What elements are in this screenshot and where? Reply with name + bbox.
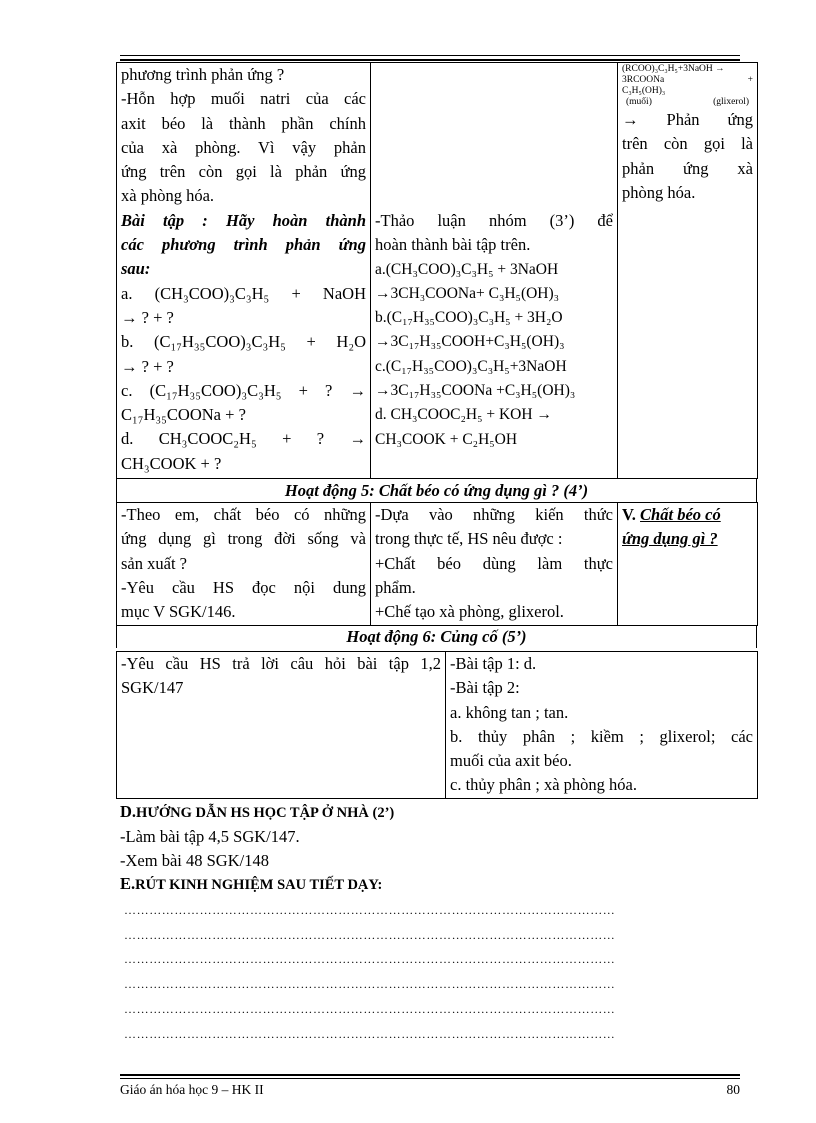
top-col-content: [618, 63, 758, 479]
a6-student-line: b. thủy phân ; kiềm ; glixerol; các: [450, 726, 753, 746]
a5-student-line: -Dựa vào những kiến thức: [375, 505, 613, 524]
activity6-student: [446, 652, 758, 799]
equation-a-products: → ? + ?: [121, 307, 174, 327]
a6-student-line: -Bài tập 2:: [450, 678, 520, 698]
a5-student-line: +Chất béo dùng làm thực: [375, 553, 613, 573]
dotted-line: ………………………………………………………………………………………………………: [124, 903, 616, 917]
activity5-table: [116, 502, 758, 626]
a6-student-line: -Bài tập 1: d.: [450, 654, 537, 673]
answer-line: →3CH₃COONa+ C₃H₅(OH)₃: [375, 284, 560, 302]
conclusion-line: phản ứng xà: [622, 158, 753, 178]
equation-b-products: → ? + ?: [121, 356, 174, 376]
note-line: -Hỗn hợp muối natri của các: [121, 89, 366, 109]
conclusion-line: → Phản ứng: [622, 110, 753, 129]
a5-heading-prefix: V.: [622, 505, 641, 524]
note-line: axit béo là thành phần chính: [121, 113, 366, 133]
footer-left: Giáo án hóa học 9 – HK II: [120, 1082, 264, 1097]
equation-b: b. (C₁₇H₃₅COO)₃C₃H₅ + H₂O: [121, 332, 366, 352]
equation-a: a. (CH₃COO)₃C₃H₅ + NaOH: [121, 283, 366, 303]
discuss-line: -Thảo luận nhóm (3’) để: [375, 211, 613, 230]
a6-student-line: muối của axit béo.: [450, 751, 572, 771]
exercise-line: Bài tập : Hãy hoàn thành: [121, 210, 366, 230]
a5-teacher-line: sản xuất ?: [121, 553, 187, 573]
a5-heading: ứng dụng gì ?: [622, 529, 718, 549]
question-tail: phương trình phản ứng ?: [121, 65, 285, 84]
top-table: [116, 62, 758, 479]
a6-student-line: c. thủy phân ; xà phòng hóa.: [450, 775, 637, 795]
section-e-title: RÚT KINH NGHIỆM SAU TIẾT DẠY:: [135, 876, 383, 893]
section-d-letter: D.: [120, 802, 137, 821]
activity5-teacher: [117, 503, 371, 626]
a5-teacher-line: mục V SGK/146.: [121, 602, 236, 622]
a5-heading: Chất béo có: [640, 505, 721, 524]
note-line: ứng trên còn gọi là phản ứng: [121, 162, 366, 182]
a5-student-line: phẩm.: [375, 577, 416, 597]
activity5-student: [371, 503, 618, 626]
a6-teacher-line: -Yêu cầu HS trả lời câu hỏi bài tập 1,2: [121, 654, 441, 673]
header-rule-top: [120, 55, 740, 56]
conclusion-line: phòng hóa.: [622, 182, 696, 202]
section-d-title: HƯỚNG DẪN HS HỌC TẬP Ở NHÀ (2’): [136, 805, 395, 821]
note-line: của xà phòng. Vì vậy phản: [121, 137, 366, 157]
activity6-teacher: [117, 652, 446, 799]
dotted-line: ………………………………………………………………………………………………………: [124, 1001, 616, 1016]
answer-line: →3C₁₇H₃₅COONa +C₃H₅(OH)₃: [375, 382, 576, 400]
footer-rule-bottom: [120, 1078, 740, 1079]
equation-c: c. (C₁₇H₃₅COO)₃C₃H₅ + ? →: [121, 380, 366, 400]
small-equation: C₃H₅(OH)₃: [622, 86, 666, 96]
activity5-content: [618, 503, 758, 626]
section-d: [120, 800, 394, 897]
notes-area: [124, 898, 757, 1046]
discuss-line: hoàn thành bài tập trên.: [375, 235, 531, 255]
conclusion-line: trên còn gọi là: [622, 134, 753, 154]
a5-student-line: +Chế tạo xà phòng, glixerol.: [375, 602, 564, 622]
top-col-student: [371, 63, 618, 479]
answer-line: CH₃COOK + C₂H₅OH: [375, 430, 518, 448]
answer-line: b.(C₁₇H₃₅COO)₃C₃H₅ + 3H₂O: [375, 309, 563, 327]
section-e-letter: E.: [120, 873, 136, 893]
small-equation: (RCOO)₃C₃H₅+3NaOH →: [622, 64, 725, 74]
dotted-line: ………………………………………………………………………………………………………: [124, 927, 616, 942]
homework-item: -Xem bài 48 SGK/148: [120, 850, 269, 870]
a5-teacher-line: -Yêu cầu HS đọc nội dung: [121, 577, 366, 597]
a5-student-line: trong thực tế, HS nêu được :: [375, 529, 563, 549]
page-number: 80: [726, 1082, 740, 1097]
homework-item: -Làm bài tập 4,5 SGK/147.: [120, 827, 300, 847]
a6-teacher-line: SGK/147: [121, 678, 184, 698]
top-col-teacher: [117, 63, 371, 479]
note-line: xà phòng hóa.: [121, 186, 215, 206]
footer-rule-top: [120, 1074, 740, 1076]
activity6-title: Hoạt động 6: Củng cố (5’): [116, 625, 757, 648]
exercise-line: sau:: [121, 259, 151, 279]
small-equation-labels: (muối) (glixerol): [626, 97, 749, 107]
a6-student-line: a. không tan ; tan.: [450, 702, 569, 722]
answer-line: d. CH₃COOC₂H₅ + KOH →: [375, 406, 552, 424]
header-rule-bottom: [120, 59, 740, 61]
exercise-line: các phương trình phản ứng: [121, 235, 366, 255]
small-equation: 3RCOONa +: [622, 75, 753, 85]
dotted-line: ………………………………………………………………………………………………………: [124, 977, 616, 992]
dotted-line: ………………………………………………………………………………………………………: [124, 1026, 616, 1041]
a5-teacher-line: ứng dụng gì trong đời sống và: [121, 529, 366, 549]
dotted-line: ………………………………………………………………………………………………………: [124, 952, 616, 967]
a5-teacher-line: -Theo em, chất béo có những: [121, 505, 366, 524]
activity6-table: [116, 651, 758, 799]
activity5-title: Hoạt động 5: Chất béo có ứng dụng gì ? (4’): [116, 479, 757, 502]
equation-c-products: C₁₇H₃₅COONa + ?: [121, 405, 246, 425]
equation-d: d. CH₃COOC₂H₅ + ? →: [121, 429, 366, 449]
answer-line: →3C₁₇H₃₅COOH+C₃H₅(OH)₃: [375, 333, 565, 351]
answer-line: c.(C₁₇H₃₅COO)₃C₃H₅+3NaOH: [375, 357, 567, 375]
answer-line: a.(CH₃COO)₃C₃H₅ + 3NaOH: [375, 260, 559, 278]
equation-d-products: CH₃COOK + ?: [121, 453, 222, 473]
